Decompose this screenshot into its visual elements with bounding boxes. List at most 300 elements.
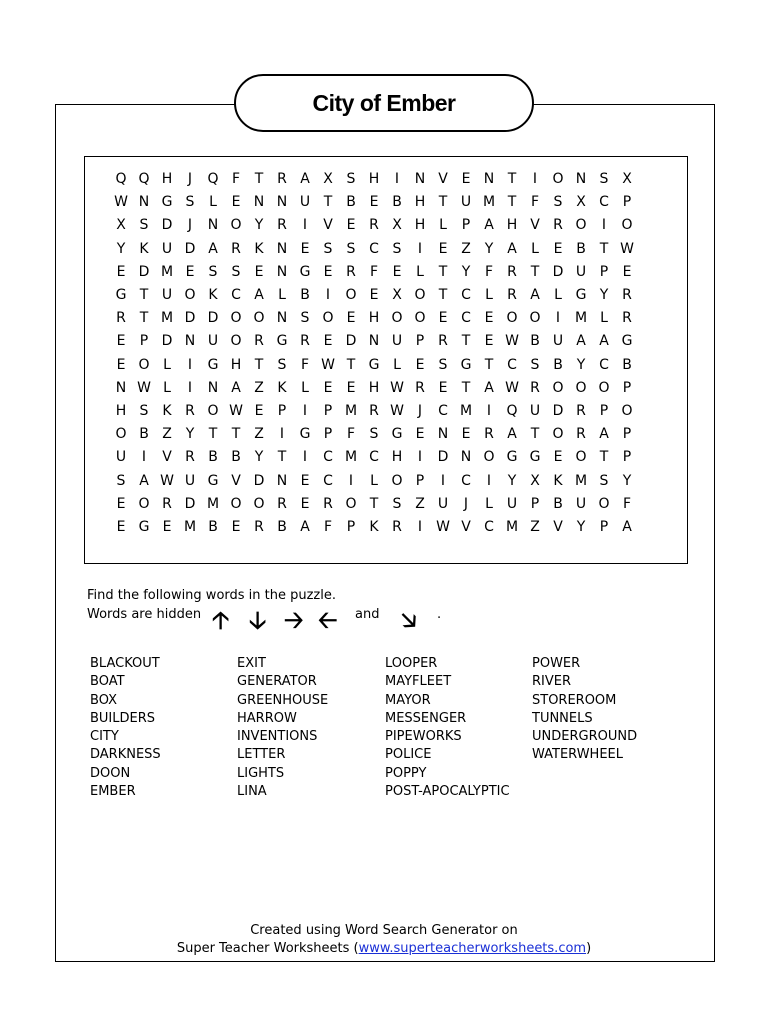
grid-letter: P <box>599 263 609 280</box>
grid-letter: C <box>369 240 379 257</box>
grid-letter: E <box>300 495 310 512</box>
grid-letter: L <box>301 379 309 396</box>
grid-letter: S <box>231 263 241 280</box>
grid-letter: B <box>208 519 218 535</box>
grid-letter: K <box>553 472 563 489</box>
grid-letter: O <box>414 310 426 327</box>
grid-letter: P <box>599 519 609 535</box>
grid-letter: C <box>507 356 517 373</box>
grid-letter: S <box>553 194 563 211</box>
grid-letter: T <box>438 263 448 280</box>
grid-letter: F <box>346 426 356 443</box>
grid-letter: S <box>530 356 540 373</box>
grid-letter: R <box>277 495 287 512</box>
grid-letter: R <box>622 310 632 327</box>
grid-letter: T <box>231 426 241 443</box>
grid-letter: V <box>438 171 448 187</box>
grid-letter: E <box>484 310 494 327</box>
grid-letter: T <box>599 449 609 466</box>
grid-letter: P <box>461 217 471 234</box>
grid-letter: I <box>187 356 193 373</box>
grid-letter: T <box>369 495 379 512</box>
grid-letter: Q <box>138 171 150 187</box>
grid-letter: U <box>575 263 587 280</box>
grid-letter: E <box>369 287 379 303</box>
grid-letter: O <box>184 287 196 303</box>
grid-letter: H <box>506 217 518 234</box>
grid-letter: N <box>207 217 219 234</box>
grid-letter: I <box>601 217 607 234</box>
grid-letter: H <box>115 403 127 419</box>
grid-letter: L <box>485 287 493 303</box>
grid-letter: C <box>461 310 471 327</box>
grid-letter: I <box>302 403 308 419</box>
word-list-item: STOREROOM <box>532 692 617 708</box>
grid-letter: O <box>552 379 564 396</box>
grid-letter: S <box>369 426 379 443</box>
instruction-and: and <box>355 607 380 622</box>
grid-letter: C <box>461 472 471 489</box>
grid-letter: G <box>207 356 219 373</box>
grid-letter: Z <box>530 519 540 535</box>
grid-letter: U <box>529 403 541 419</box>
grid-letter: R <box>162 495 172 512</box>
grid-letter: N <box>207 379 219 396</box>
grid-letter: N <box>368 333 380 350</box>
grid-letter: L <box>600 310 608 327</box>
grid-letter: R <box>507 263 517 280</box>
word-list-item: EXIT <box>237 656 266 671</box>
grid-letter: R <box>277 171 287 187</box>
grid-letter: D <box>138 263 150 280</box>
grid-letter: O <box>322 310 334 327</box>
grid-letter: X <box>392 217 402 234</box>
grid-letter: Q <box>506 403 518 419</box>
grid-letter: S <box>438 356 448 373</box>
grid-letter: Z <box>461 240 471 257</box>
grid-letter: O <box>621 217 633 234</box>
grid-letter: O <box>230 310 242 327</box>
grid-letter: Y <box>484 240 494 257</box>
grid-letter: G <box>621 333 633 350</box>
grid-letter: I <box>486 403 492 419</box>
grid-letter: O <box>621 403 633 419</box>
grid-letter: K <box>254 240 264 257</box>
grid-letter: G <box>138 519 150 535</box>
grid-letter: P <box>622 379 632 396</box>
grid-letter: N <box>276 240 288 257</box>
grid-letter: A <box>576 333 586 350</box>
grid-letter: O <box>253 495 265 512</box>
word-list-column-1 <box>90 655 161 801</box>
grid-letter: O <box>552 171 564 187</box>
grid-letter: R <box>185 403 195 419</box>
grid-letter: I <box>325 287 331 303</box>
grid-letter: O <box>598 379 610 396</box>
grid-letter: N <box>253 194 265 211</box>
word-list-item: HARROW <box>237 710 297 726</box>
grid-letter: C <box>599 194 609 211</box>
grid-letter: Y <box>507 472 517 489</box>
grid-letter: Y <box>254 217 264 234</box>
grid-letter: A <box>484 379 494 396</box>
grid-letter: U <box>207 333 219 350</box>
grid-letter: A <box>300 171 310 187</box>
grid-letter: E <box>415 356 425 373</box>
grid-letter: M <box>183 519 197 535</box>
grid-letter: C <box>231 287 241 303</box>
grid-letter: D <box>437 449 449 466</box>
grid-letter: L <box>554 287 562 303</box>
footer-prefix: Super Teacher Worksheets ( <box>176 941 359 956</box>
grid-letter: N <box>575 171 587 187</box>
grid-letter: C <box>323 449 333 466</box>
grid-letter: T <box>530 263 540 280</box>
grid-letter: T <box>438 194 448 211</box>
grid-letter: I <box>394 171 400 187</box>
grid-letter: A <box>254 287 264 303</box>
grid-letter: H <box>368 171 380 187</box>
word-list-item: POST-APOCALYPTIC <box>385 784 510 800</box>
word-list-item: EMBER <box>90 784 136 800</box>
grid-letter: A <box>139 472 149 489</box>
grid-letter: H <box>391 449 403 466</box>
grid-letter: S <box>139 403 149 419</box>
grid-letter: O <box>575 217 587 234</box>
grid-letter: J <box>463 495 469 512</box>
grid-letter: B <box>622 356 632 373</box>
grid-letter: N <box>115 379 127 396</box>
grid-letter: D <box>345 333 357 350</box>
grid-letter: E <box>553 240 563 257</box>
grid-letter: W <box>114 194 128 211</box>
grid-letter: O <box>230 333 242 350</box>
grid-letter: E <box>346 310 356 327</box>
grid-letter: T <box>507 171 517 187</box>
grid-letter: S <box>346 171 356 187</box>
grid-letter: F <box>323 519 333 535</box>
word-list-item: GREENHOUSE <box>237 692 329 708</box>
right-arrow-icon: 🡢 <box>284 606 304 634</box>
grid-letter: R <box>576 426 586 443</box>
grid-letter: E <box>231 519 241 535</box>
grid-letter: Y <box>622 472 632 489</box>
grid-letter: G <box>391 426 403 443</box>
grid-letter: C <box>438 403 448 419</box>
grid-letter: N <box>276 472 288 489</box>
word-list-item: DARKNESS <box>90 747 161 763</box>
title-banner <box>234 74 534 132</box>
grid-letter: U <box>161 240 173 257</box>
grid-letter: P <box>323 403 333 419</box>
grid-letter: K <box>139 240 149 257</box>
grid-letter: T <box>461 333 471 350</box>
grid-letter: I <box>302 217 308 234</box>
grid-letter: R <box>576 403 586 419</box>
grid-letter: I <box>417 240 423 257</box>
grid-letter: O <box>506 310 518 327</box>
grid-letter: Z <box>254 426 264 443</box>
grid-letter: G <box>460 356 472 373</box>
grid-letter: S <box>323 240 333 257</box>
grid-letter: O <box>414 287 426 303</box>
grid-letter: O <box>138 356 150 373</box>
word-list-item: RIVER <box>532 674 572 690</box>
grid-letter: A <box>599 426 609 443</box>
grid-letter: G <box>299 263 311 280</box>
word-list-item: POWER <box>532 656 581 671</box>
grid-letter: E <box>438 379 448 396</box>
grid-letter: D <box>253 472 265 489</box>
grid-letter: O <box>138 495 150 512</box>
grid-letter: W <box>620 240 634 257</box>
grid-letter: O <box>483 449 495 466</box>
grid-letter: I <box>417 449 423 466</box>
grid-letter: T <box>139 287 149 303</box>
word-list-item: POPPY <box>385 765 427 781</box>
grid-letter: E <box>116 495 126 512</box>
grid-letter: E <box>438 310 448 327</box>
grid-letter: E <box>346 217 356 234</box>
grid-letter: O <box>253 310 265 327</box>
footer-link[interactable]: www.superteacherworksheets.com <box>358 941 587 956</box>
grid-letter: E <box>116 263 126 280</box>
word-list-item: INVENTIONS <box>237 729 318 745</box>
grid-letter: X <box>530 472 540 489</box>
grid-letter: W <box>229 403 243 419</box>
grid-letter: H <box>368 310 380 327</box>
grid-letter: E <box>622 263 632 280</box>
grid-letter: B <box>392 194 402 211</box>
grid-letter: S <box>599 171 609 187</box>
word-list-item: UNDERGROUND <box>532 729 638 745</box>
grid-letter: Y <box>576 356 586 373</box>
grid-letter: I <box>348 472 354 489</box>
grid-letter: H <box>414 194 426 211</box>
grid-letter: V <box>553 519 563 535</box>
grid-letter: E <box>461 426 471 443</box>
grid-letter: D <box>184 310 196 327</box>
grid-letter: R <box>254 333 264 350</box>
grid-letter: W <box>505 379 519 396</box>
grid-letter: A <box>507 426 517 443</box>
grid-letter: P <box>415 333 425 350</box>
grid-letter: L <box>439 217 447 234</box>
grid-letter: E <box>116 333 126 350</box>
grid-letter: A <box>599 333 609 350</box>
grid-letter: T <box>461 379 471 396</box>
grid-letter: F <box>231 171 241 187</box>
grid-letter: I <box>417 519 423 535</box>
grid-letter: B <box>300 287 310 303</box>
grid-letter: T <box>438 287 448 303</box>
grid-letter: I <box>187 379 193 396</box>
grid-letter: V <box>461 519 471 535</box>
grid-letter: S <box>139 217 149 234</box>
grid-letter: R <box>392 519 402 535</box>
grid-letter: R <box>438 333 448 350</box>
grid-letter: N <box>414 171 426 187</box>
grid-letter: E <box>300 240 310 257</box>
grid-letter: R <box>553 217 563 234</box>
grid-letter: N <box>138 194 150 211</box>
grid-letter: E <box>484 333 494 350</box>
grid-letter: S <box>599 472 609 489</box>
grid-letter: W <box>160 472 174 489</box>
grid-letter: D <box>161 217 173 234</box>
grid-letter: R <box>185 449 195 466</box>
grid-letter: L <box>393 356 401 373</box>
grid-letter: Y <box>116 240 126 257</box>
grid-letter: D <box>552 263 564 280</box>
grid-letter: E <box>254 403 264 419</box>
grid-letter: A <box>530 287 540 303</box>
grid-letter: C <box>599 356 609 373</box>
down-arrow-icon: 🡣 <box>249 606 267 634</box>
word-list-column-2 <box>237 655 328 801</box>
grid-letter: N <box>276 194 288 211</box>
grid-letter: F <box>530 194 540 211</box>
grid-letter: O <box>598 495 610 512</box>
down-right-arrow-icon: 🡦 <box>401 606 417 634</box>
footer-line-1: Created using Word Search Generator on <box>250 923 518 938</box>
grid-letter: I <box>532 171 538 187</box>
grid-letter: J <box>417 403 423 419</box>
grid-letter: E <box>162 519 172 535</box>
footer-suffix: ) <box>586 941 592 956</box>
grid-letter: O <box>115 426 127 443</box>
grid-letter: R <box>369 217 379 234</box>
grid-letter: U <box>437 495 449 512</box>
grid-letter: E <box>300 472 310 489</box>
grid-letter: R <box>254 519 264 535</box>
grid-letter: C <box>323 472 333 489</box>
grid-letter: E <box>415 426 425 443</box>
grid-letter: O <box>575 379 587 396</box>
grid-letter: M <box>206 495 220 512</box>
grid-letter: E <box>116 519 126 535</box>
grid-letter: T <box>254 356 264 373</box>
grid-letter: G <box>276 333 288 350</box>
grid-letter: Z <box>162 426 172 443</box>
grid-letter: L <box>278 287 286 303</box>
grid-letter: S <box>185 194 195 211</box>
grid-letter: R <box>231 240 241 257</box>
grid-letter: E <box>346 379 356 396</box>
grid-letter: E <box>323 263 333 280</box>
grid-letter: R <box>346 263 356 280</box>
grid-letter: I <box>302 449 308 466</box>
grid-letter: F <box>300 356 310 373</box>
grid-letter: M <box>505 519 519 535</box>
grid-letter: I <box>555 310 561 327</box>
grid-letter: P <box>599 403 609 419</box>
grid-letter: H <box>161 171 173 187</box>
grid-letter: O <box>345 495 357 512</box>
grid-letter: R <box>323 495 333 512</box>
grid-letter: K <box>162 403 172 419</box>
grid-letter: B <box>208 449 218 466</box>
grid-letter: L <box>163 356 171 373</box>
grid-letter: B <box>576 240 586 257</box>
grid-letter: B <box>277 519 287 535</box>
grid-letter: D <box>161 333 173 350</box>
grid-letter: N <box>483 171 495 187</box>
grid-letter: X <box>116 217 126 234</box>
grid-letter: L <box>531 240 539 257</box>
grid-letter: L <box>209 194 217 211</box>
grid-letter: T <box>323 194 333 211</box>
grid-letter: T <box>346 356 356 373</box>
grid-letter: U <box>115 449 127 466</box>
grid-letter: F <box>369 263 379 280</box>
word-list-item: BUILDERS <box>90 710 156 726</box>
word-list-item: MAYFLEET <box>385 674 452 690</box>
grid-letter: A <box>622 519 632 535</box>
grid-letter: G <box>529 449 541 466</box>
grid-letter: T <box>599 240 609 257</box>
grid-letter: W <box>436 519 450 535</box>
grid-letter: T <box>484 356 494 373</box>
grid-letter: M <box>160 310 174 327</box>
grid-letter: G <box>506 449 518 466</box>
word-list-item: LOOPER <box>385 656 438 671</box>
grid-letter: B <box>346 194 356 211</box>
grid-letter: Y <box>599 287 609 303</box>
grid-letter: G <box>161 194 173 211</box>
grid-letter: E <box>461 171 471 187</box>
grid-letter: W <box>390 379 404 396</box>
word-list-item: MAYOR <box>385 692 431 708</box>
grid-letter: D <box>184 495 196 512</box>
grid-letter: S <box>277 356 287 373</box>
word-list-item: PIPEWORKS <box>385 729 462 745</box>
grid-letter: N <box>276 310 288 327</box>
grid-letter: B <box>553 495 563 512</box>
grid-letter: N <box>437 426 449 443</box>
grid-letter: E <box>553 449 563 466</box>
word-list-item: LETTER <box>237 747 286 763</box>
grid-letter: K <box>208 287 218 303</box>
grid-letter: Y <box>576 519 586 535</box>
word-list-item: BOX <box>90 692 117 708</box>
grid-letter: P <box>346 519 356 535</box>
grid-letter: P <box>622 426 632 443</box>
up-arrow-icon: 🡡 <box>212 606 230 634</box>
grid-letter: C <box>369 449 379 466</box>
grid-letter: R <box>277 217 287 234</box>
grid-letter: V <box>231 472 241 489</box>
grid-letter: X <box>622 171 632 187</box>
grid-letter: F <box>484 263 494 280</box>
grid-letter: K <box>369 519 379 535</box>
grid-letter: L <box>163 379 171 396</box>
grid-letter: T <box>530 426 540 443</box>
grid-letter: L <box>485 495 493 512</box>
grid-letter: C <box>461 287 471 303</box>
word-list-item: LIGHTS <box>237 765 285 781</box>
grid-letter: O <box>207 403 219 419</box>
word-list-item: MESSENGER <box>385 710 467 726</box>
grid-letter: T <box>139 310 149 327</box>
instruction-period: . <box>437 607 442 622</box>
grid-letter: Z <box>254 379 264 396</box>
word-list-item: DOON <box>90 765 131 781</box>
grid-letter: Q <box>207 171 219 187</box>
grid-letter: N <box>276 263 288 280</box>
grid-letter: T <box>277 449 287 466</box>
grid-letter: V <box>530 217 540 234</box>
